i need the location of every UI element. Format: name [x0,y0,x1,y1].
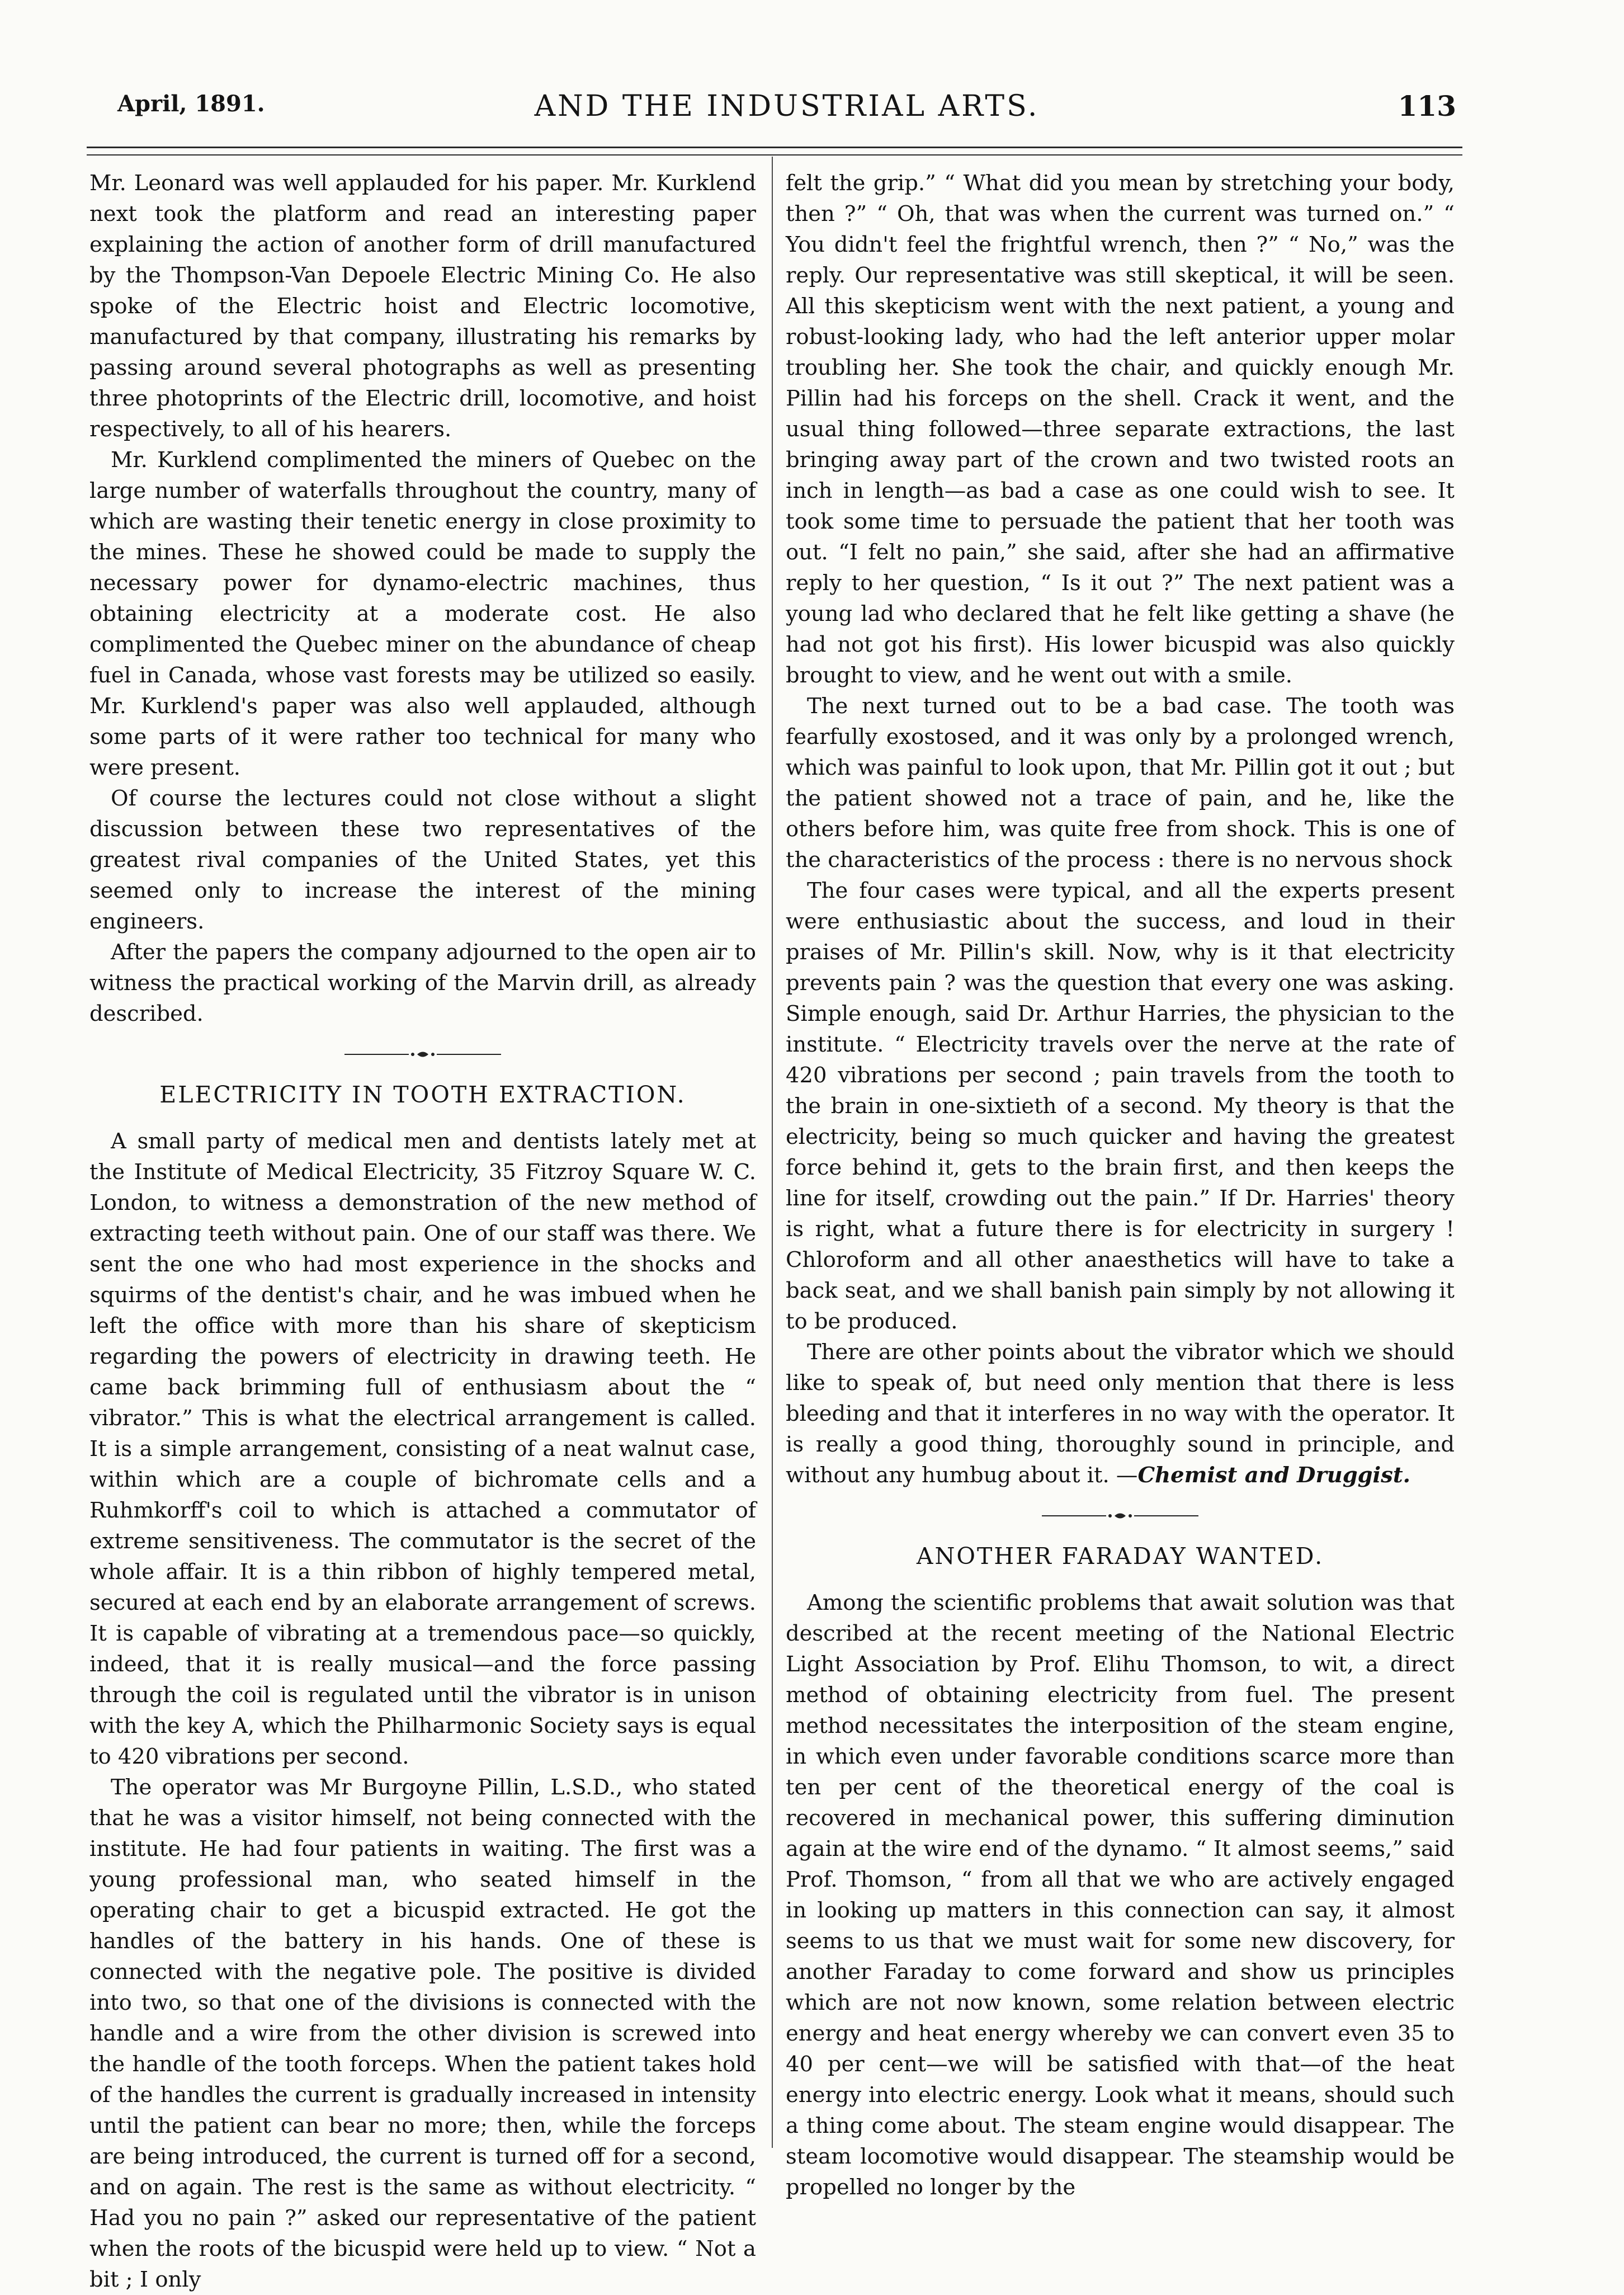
right-column [786,168,1455,2203]
paragraph: After the papers the company adjourned to the open air to witness the practical working of the Marvin drill, as already described. [89,940,756,1026]
column-divider [772,157,773,2148]
article-title: ELECTRICITY IN TOOTH EXTRACTION. [159,1081,686,1108]
paragraph: Of course the lectures could not close without a slight discussion between these two representatives of the greatest rival companies of the United States, yet this seemed only to increase the interest of the mining engineers. [89,786,756,934]
paragraph: Among the scientific problems that await solution was that described at the recent meeting of the National Electric Light Association by Prof. Elihu Thomson, to wit, a direct method of obtaining electricity from fuel. The present method necessitates the interposition of the steam engine, in which even under favorable conditions scarce more than ten per cent of the theoretical energy of the coal is recovered in mechanical power, this suffering diminution again at the wire end of the dynamo. “ It almost seems,” said Prof. Thomson, “ from all that we who are actively engaged in looking up matters in this connection can say, it almost seems to us that we must wait for some new discovery, for another Faraday to come forward and show us principles which are not now known, some relation between electric energy and heat energy whereby we can convert even 35 to 40 per cent—we will be satisfied with that—of the heat energy into electric energy. Look what it means, should such a thing come about. The steam engine would disappear. The steam locomotive would disappear. The steamship would be propelled no longer by the [786,1590,1455,2200]
page-number: 113 [1398,89,1456,122]
paragraph [786,1337,1455,1491]
section-ornament [339,1046,507,1063]
issue-date: April, 1891. [117,91,265,117]
left-column [89,168,756,2295]
paragraph: The operator was Mr Burgoyne Pillin, L.S.D., who stated that he was a visitor himself, not being connected with the institute. He had four patients in waiting. The first was a young professional man, who seated himself in the operating chair to get a bicuspid extracted. He got the handles of the battery in his hands. One of these is connected with the negative pole. The positive is divided into two, so that one of the divisions is connected with the handle and a wire from the other division is screwed into the handle of the tooth forceps. When the patient takes hold of the handles the current is gradually increased in intensity until the patient can bear no more; then, while the forceps are being introduced, the current is turned off for a second, and on again. The rest is the same as without electricity. “ Had you no pain ?” asked our representative of the patient when the roots of the bicuspid were held up to view. “ Not a bit ; I only [89,1775,756,2292]
source-credit: Chemist and Druggist. [1137,1463,1411,1488]
journal-title: AND THE INDUSTRIAL ARTS. [534,89,1040,123]
header-rule-top [87,147,1462,148]
article-title: ANOTHER FARADAY WANTED. [916,1543,1324,1570]
paragraph: The four cases were typical, and all the experts present were enthusiastic about the success, and loud in their praises of Mr. Pillin's skill. Now, why is it that electricity prevents pain ? was the question that every one was asking. Simple enough, said Dr. Arthur Harries, the physician to the institute. “ Electricity travels over the nerve at the rate of 420 vibrations per second ; pain travels from the tooth to the brain in one-sixtieth of a second. My theory is that the electricity, being so much quicker and having the greatest force behind it, gets to the brain first, and then keeps the line for itself, crowding out the pain.” If Dr. Harries' theory is right, what a future there is for electricity in surgery ! Chloroform and all other anaesthetics will have to take a back seat, and we shall banish pain simply by not allowing it to be produced. [786,878,1455,1334]
paragraph: Mr. Kurklend complimented the miners of Quebec on the large number of waterfalls throughout the country, many of which are wasting their tenetic energy in close proximity to the mines. These he showed could be made to supply the necessary power for dynamo-electric machines, thus obtaining electricity at a moderate cost. He also complimented the Quebec miner on the abundance of cheap fuel in Canada, whose vast forests may be utilized so easily. Mr. Kurklend's paper was also well applauded, although some parts of it were rather too technical for many who were present. [89,447,756,780]
paragraph: felt the grip.” “ What did you mean by stretching your body, then ?” “ Oh, that was when the current was turned on.” “ You didn't feel the frightful wrench, then ?” “ No,” was the reply. Our representative was still skeptical, it will be seen. All this skepticism went with the next patient, a young and robust-looking lady, who had the left anterior upper molar troubling her. She took the chair, and quickly enough Mr. Pillin had his forceps on the shell. Crack it went, and the usual thing followed—three separate extractions, the last bringing away part of the crown and two twisted roots an inch in length—as bad a case as one could wish to see. It took some time to persuade the patient that her tooth was out. “I felt no pain,” she said, after she had an affirmative reply to her question, “ Is it out ?” The next patient was a young lad who declared that he felt like getting a shave (he had not got his first). His lower bicuspid was also quickly brought to view, and he went out with a smile. [786,171,1455,688]
section-ornament [1036,1507,1204,1524]
paragraph: A small party of medical men and dentists lately met at the Institute of Medical Electricity, 35 Fitzroy Square W. C. London, to witness a demonstration of the new method of extracting teeth without pain. One of our staff was there. We sent the one who had most experience in the shocks and squirms of the dentist's chair, and he was imbued when he left the office with more than his share of skepticism regarding the powers of electricity in drawing teeth. He came back brimming full of enthusiasm about the “ vibrator.” This is what the electrical arrangement is called. It is a simple arrangement, consisting of a neat walnut case, within which are a couple of bichromate cells and a Ruhmkorff's coil to which is attached a commutator of extreme sensitiveness. The commutator is the secret of the whole affair. It is a thin ribbon of highly tempered metal, secured at each end by an elaborate arrangement of screws. It is capable of vibrating at a tremendous pace—so quickly, indeed, that it is really musical—and the force passing through the coil is regulated until the vibrator is in unison with the key A, which the Philharmonic Society says is equal to 420 vibrations per second. [89,1129,756,1769]
paragraph: Mr. Leonard was well applauded for his paper. Mr. Kurklend next took the platform and read an interesting paper explaining the action of another form of drill manufactured by the Thompson-Van Depoele Electric Mining Co. He also spoke of the Electric hoist and Electric locomotive, manufactured by that company, illustrating his remarks by passing around several photographs as well as presenting three photoprints of the Electric drill, locomotive, and hoist respectively, to all of his hearers. [89,171,756,442]
paragraph-text: There are other points about the vibrator which we should like to speak of, but need only mention that there is less bleeding and that it interferes in no way with the operator. It is really a good thing, thoroughly sound in principle, and without any humbug about it. — [786,1340,1455,1488]
paragraph: The next turned out to be a bad case. The tooth was fearfully exostosed, and it was only by a prolonged wrench, which was painful to look upon, that Mr. Pillin got it out ; but the patient showed not a trace of pain, and he, like the others before him, was quite free from shock. This is one of the characteristics of the process : there is no nervous shock [786,694,1455,873]
running-head [117,84,1456,129]
header-rule-bottom [87,154,1462,155]
